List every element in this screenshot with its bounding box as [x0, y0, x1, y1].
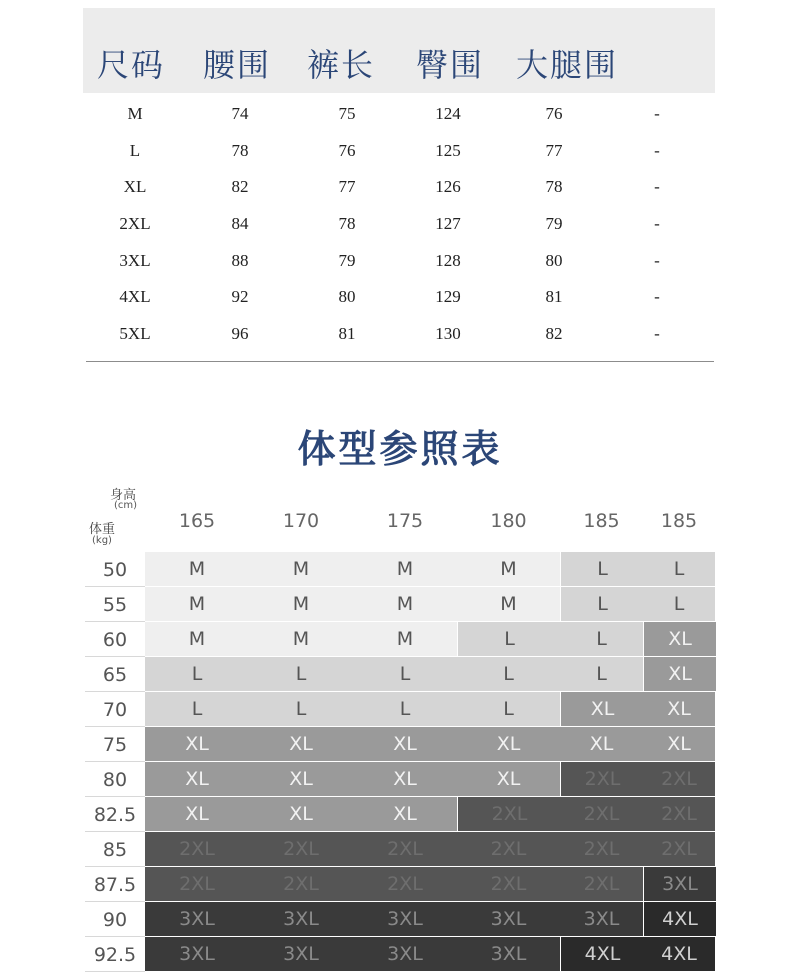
- size-cell: 4XL: [643, 937, 715, 972]
- size-cell: L: [353, 692, 457, 727]
- size-grid: [85, 552, 715, 966]
- weight-label-cell: 90: [85, 902, 145, 937]
- cell-waist: 88: [231, 250, 249, 270]
- chart-title: 体型参照表: [297, 426, 503, 471]
- weight-label-cell: 80: [85, 762, 145, 797]
- size-cell: M: [457, 552, 560, 587]
- size-cell: XL: [249, 797, 353, 832]
- cell-waist: 78: [231, 140, 249, 160]
- size-table-body: [83, 95, 715, 352]
- weight-unit: (kg): [92, 535, 112, 546]
- weight-label-cell: 70: [85, 692, 145, 727]
- cell-extra: -: [654, 324, 660, 344]
- size-cell: M: [145, 552, 249, 587]
- weight-label-cell: 60: [85, 622, 145, 657]
- weight-row: [85, 692, 715, 727]
- size-cell: M: [249, 552, 353, 587]
- cell-size: L: [129, 140, 141, 160]
- size-cell: L: [643, 552, 715, 587]
- cell-thigh: 80: [545, 250, 563, 270]
- cell-waist: 96: [231, 324, 249, 344]
- size-cell: L: [643, 587, 715, 622]
- size-cell: 2XL: [145, 867, 249, 902]
- size-cell: 3XL: [457, 937, 560, 972]
- size-cell: 2XL: [145, 832, 249, 867]
- cell-hip: 128: [435, 250, 461, 270]
- size-cell: 2XL: [353, 832, 457, 867]
- size-cell: 2XL: [353, 867, 457, 902]
- height-185-header: 185: [583, 510, 620, 532]
- cell-extra: -: [654, 287, 660, 307]
- height-unit: (cm): [114, 500, 138, 511]
- size-cell: M: [249, 622, 353, 657]
- size-cell: L: [353, 657, 457, 692]
- size-cell: M: [353, 587, 457, 622]
- size-cell: XL: [560, 692, 644, 727]
- height-165-header: 165: [178, 510, 216, 532]
- cell-size: XL: [123, 177, 147, 197]
- size-cell: XL: [145, 762, 249, 797]
- cell-length: 81: [338, 324, 356, 344]
- cell-thigh: 76: [545, 104, 563, 123]
- size-cell: XL: [145, 797, 249, 832]
- size-cell: 4XL: [560, 937, 644, 972]
- weight-label-cell: 75: [85, 727, 145, 762]
- weight-label: 体重: [89, 522, 116, 537]
- size-cell: XL: [249, 727, 353, 762]
- weight-row: [85, 867, 715, 902]
- height-180-header: 180: [490, 510, 527, 532]
- size-cell: 2XL: [643, 762, 715, 797]
- weight-row: [85, 622, 715, 657]
- size-cell: L: [249, 692, 353, 727]
- size-table-divider: [86, 361, 714, 362]
- height-label: 身高: [110, 488, 137, 503]
- size-cell: L: [145, 692, 249, 727]
- cell-length: 77: [338, 177, 356, 197]
- size-cell: L: [457, 657, 560, 692]
- cell-thigh: 78: [545, 177, 563, 197]
- size-cell: 2XL: [457, 867, 560, 902]
- header-hip: 臀围: [416, 46, 485, 84]
- cell-length: 75: [338, 104, 356, 123]
- cell-hip: 130: [435, 324, 461, 344]
- size-cell: XL: [560, 727, 643, 762]
- size-cell: XL: [353, 762, 457, 797]
- weight-row: [85, 762, 715, 797]
- cell-size: 4XL: [119, 287, 151, 307]
- size-cell: M: [353, 622, 457, 657]
- size-cell: 2XL: [643, 832, 715, 867]
- cell-extra: -: [654, 140, 660, 160]
- size-table-row: [83, 168, 715, 205]
- size-cell: L: [560, 587, 644, 622]
- size-cell: 3XL: [145, 902, 249, 937]
- cell-thigh: 77: [545, 140, 563, 160]
- cell-hip: 126: [435, 177, 461, 197]
- weight-row: [85, 552, 715, 587]
- cell-hip: 129: [435, 287, 461, 307]
- weight-label-cell: 55: [85, 587, 145, 622]
- size-cell: M: [145, 622, 249, 657]
- size-cell: XL: [643, 657, 716, 692]
- size-cell: 3XL: [353, 937, 457, 972]
- weight-row: [85, 727, 715, 762]
- size-cell: 3XL: [249, 902, 353, 937]
- weight-label-cell: 65: [85, 657, 145, 692]
- cell-length: 76: [338, 140, 356, 160]
- size-cell: 3XL: [145, 937, 249, 972]
- size-table-row: [83, 315, 715, 352]
- size-cell: 2XL: [560, 797, 643, 832]
- size-table-header: [83, 8, 715, 93]
- weight-label-cell: 85: [85, 832, 145, 867]
- height-185-header: 185: [660, 510, 698, 532]
- size-cell: M: [249, 587, 353, 622]
- size-cell: XL: [643, 622, 716, 657]
- size-cell: L: [145, 657, 249, 692]
- size-cell: L: [249, 657, 353, 692]
- size-cell: XL: [457, 762, 560, 797]
- weight-row: [85, 937, 715, 972]
- size-cell: 4XL: [643, 902, 716, 937]
- cell-thigh: 82: [545, 324, 563, 344]
- size-cell: XL: [643, 692, 715, 727]
- header-size: 尺码: [97, 46, 166, 84]
- header-waist: 腰围: [203, 46, 272, 84]
- cell-size: M: [127, 104, 143, 123]
- weight-row: [85, 797, 715, 832]
- size-cell: XL: [353, 727, 457, 762]
- size-table-row: [83, 95, 715, 132]
- size-cell: XL: [643, 727, 715, 762]
- size-cell: 2XL: [560, 867, 643, 902]
- weight-row: [85, 587, 715, 622]
- size-cell: M: [145, 587, 249, 622]
- cell-hip: 127: [435, 214, 461, 234]
- size-cell: L: [457, 622, 561, 657]
- size-cell: 2XL: [643, 797, 715, 832]
- size-cell: L: [560, 657, 643, 692]
- weight-label-cell: 92.5: [85, 937, 145, 972]
- size-cell: XL: [457, 727, 560, 762]
- size-cell: XL: [249, 762, 353, 797]
- size-table-row: [83, 242, 715, 279]
- cell-hip: 125: [435, 140, 461, 160]
- cell-size: 3XL: [119, 250, 151, 270]
- cell-extra: -: [654, 104, 660, 123]
- size-table-row: [83, 278, 715, 315]
- cell-extra: -: [654, 250, 660, 270]
- cell-waist: 92: [231, 287, 249, 307]
- weight-row: [85, 832, 715, 867]
- size-table-row: [83, 205, 715, 242]
- size-cell: 2XL: [249, 832, 353, 867]
- weight-row: [85, 902, 715, 937]
- size-cell: L: [560, 622, 643, 657]
- cell-waist: 82: [231, 177, 249, 197]
- cell-extra: -: [654, 214, 660, 234]
- cell-hip: 124: [435, 104, 461, 123]
- cell-size: 5XL: [119, 324, 151, 344]
- weight-label-cell: 87.5: [85, 867, 145, 902]
- header-length: 裤长: [307, 46, 376, 84]
- size-cell: L: [560, 552, 644, 587]
- size-cell: 3XL: [560, 902, 643, 937]
- cell-length: 80: [338, 287, 356, 307]
- size-cell: 3XL: [353, 902, 457, 937]
- cell-waist: 74: [231, 104, 249, 123]
- cell-thigh: 81: [545, 287, 563, 307]
- header-thigh: 大腿围: [516, 46, 619, 84]
- size-table-row: [83, 132, 715, 169]
- size-cell: M: [353, 552, 457, 587]
- cell-extra: -: [654, 177, 660, 197]
- size-cell: 2XL: [560, 832, 643, 867]
- size-cell: 3XL: [457, 902, 560, 937]
- size-cell: 3XL: [643, 867, 716, 902]
- size-cell: 3XL: [249, 937, 353, 972]
- size-cell: L: [457, 692, 560, 727]
- cell-length: 79: [338, 250, 356, 270]
- size-cell: 2XL: [560, 762, 644, 797]
- size-cell: XL: [353, 797, 457, 832]
- size-cell: M: [457, 587, 560, 622]
- cell-length: 78: [338, 214, 356, 234]
- size-cell: 2XL: [249, 867, 353, 902]
- cell-thigh: 79: [545, 214, 563, 234]
- weight-row: [85, 657, 715, 692]
- weight-label-cell: 50: [85, 552, 145, 587]
- cell-size: 2XL: [119, 214, 151, 234]
- weight-label-cell: 82.5: [85, 797, 145, 832]
- cell-waist: 84: [231, 214, 249, 234]
- height-175-header: 175: [386, 510, 424, 532]
- height-170-header: 170: [282, 510, 320, 532]
- size-cell: 2XL: [457, 832, 560, 867]
- size-cell: XL: [145, 727, 249, 762]
- size-cell: 2XL: [457, 797, 561, 832]
